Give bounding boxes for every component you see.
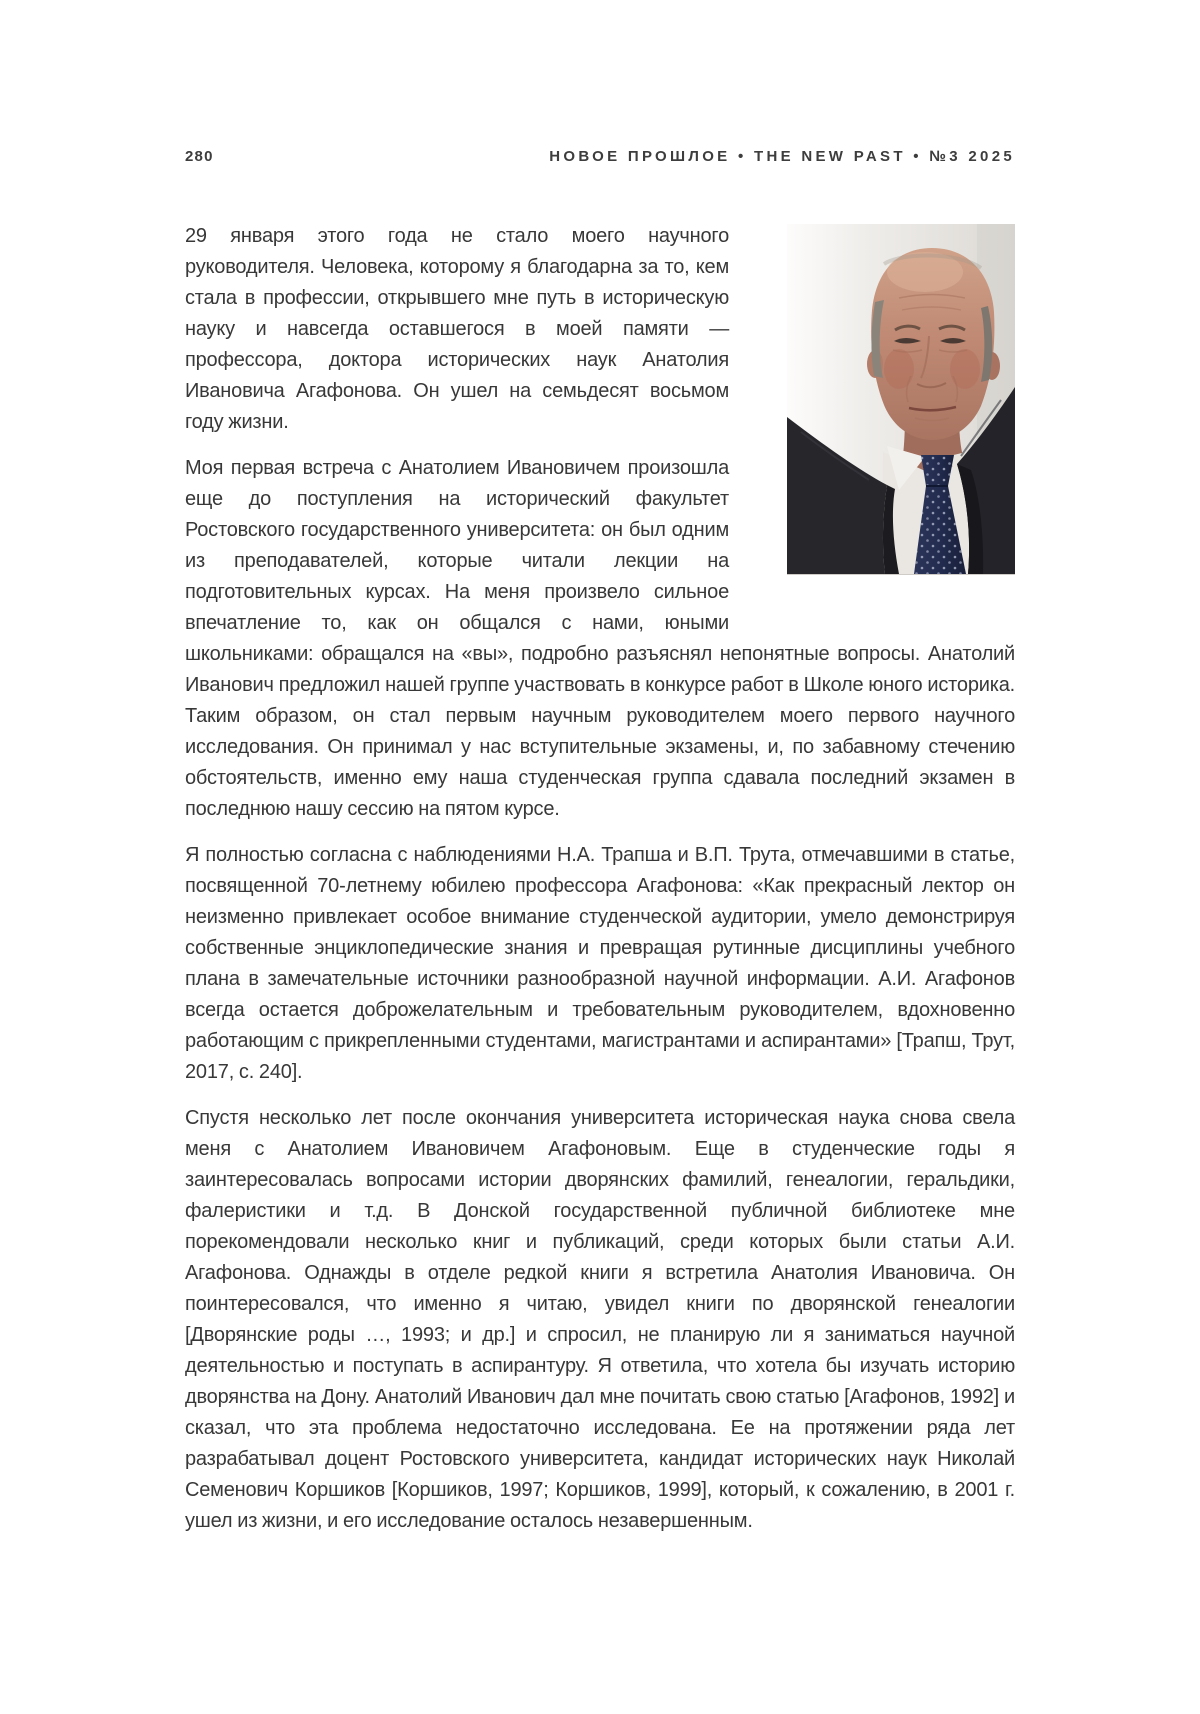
portrait-photo <box>787 224 1015 575</box>
paragraph-4: Спустя несколько лет после окончания университета историческая наука снова свела меня с Анатолием Ивановичем Агафоновым. Еще в студенческие годы я заинтересовалась вопросами истории дворянских фамилий, генеалогии, геральдики, фалеристики и т.д. В Донской государственной публичной библиотеке мне порекомендовали несколько книг и публикаций, среди которых были статьи А.И. Агафонова. Однажды в отделе редкой книги я встретила Анатолия Ивановича. Он поинтересовался, что именно я читаю, увидел книги по дворянской генеалогии [Дворянские роды …, 1993; и др.] и спросил, не планирую ли я заниматься научной деятельностью и поступать в аспирантуру. Я ответила, что хотела бы изучать историю дворянства на Дону. Анатолий Иванович дал мне почитать свою статью [Агафонов, 1992] и сказал, что эта проблема недостаточно исследована. Ее на протяжении ряда лет разрабатывал доцент Ростовского университета, кандидат исторических наук Николай Семенович Коршиков [Коршиков, 1997; Коршиков, 1999], который, к сожалению, в 2001 г. ушел из жизни, и его исследование осталось незавершенным. <box>185 1107 1015 1532</box>
paragraph-3: Я полностью согласна с наблюдениями Н.А. Трапша и В.П. Трута, отмечавшими в статье, посвященной 70-летнему юбилею профессора Агафонова: «Как прекрасный лектор он неизменно привлекает особое внимание студенческой аудитории, умело демонстрируя собственные энциклопедические знания и превращая рутинные дисциплины учебного плана в замечательные источники разнообразной научной информации. А.И. Агафонов всегда остается доброжелательным и требовательным руководителем, вдохновенно работающим с прикрепленными студентами, магистрантами и аспирантами» [Трапш, Трут, 2017, с. 240]. <box>185 844 1015 1083</box>
portrait-photo-image <box>787 224 1015 574</box>
page-number: 280 <box>185 148 214 165</box>
paragraph-2: Моя первая встреча с Анатолием Ивановичем произошла еще до поступления на исторический факультет Ростовского государственного университета: он был одним из преподавателей, которые читали лекции на подготовительных курсах. На меня произвело сильное впечатление то, как он общался с нами, юными школьниками: обращался на «вы», подробно разъяснял непонятные вопросы. Анатолий Иванович предложил нашей группе участвовать в конкурсе работ в Школе юного историка. Таким образом, он стал первым научным руководителем моего первого научного исследования. Он принимал у нас вступительные экзамены, и, по забавному стечению обстоятельств, именно ему наша студенческая группа сдавала последний экзамен в последнюю нашу сессию на пятом курсе. <box>185 457 1015 820</box>
running-head <box>185 148 1015 165</box>
journal-title: НОВОЕ ПРОШЛОЕ • THE NEW PAST • №3 2025 <box>549 148 1015 165</box>
paragraph-1: 29 января этого года не стало моего научного руководителя. Человека, которому я благодарна за то, кем стала в профессии, открывшего мне путь в историческую науку и навсегда оставшегося в моей памяти — профессора, доктора исторических наук Анатолия Ивановича Агафонова. Он ушел на семьдесят восьмом году жизни. <box>185 225 729 433</box>
article-body <box>185 221 1015 1537</box>
